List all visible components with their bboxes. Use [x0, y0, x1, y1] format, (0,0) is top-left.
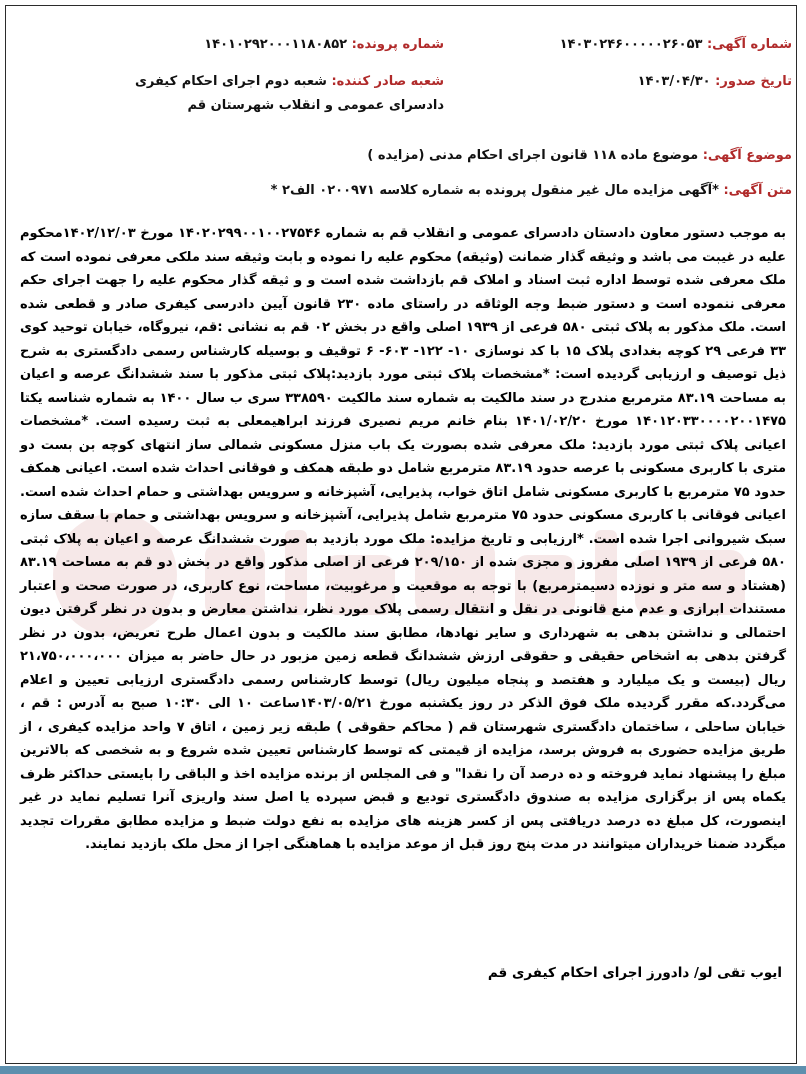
subject-row [367, 146, 792, 166]
notice-number-row [560, 35, 792, 55]
issue-date-row [638, 72, 792, 92]
notice-number: ۱۴۰۳۰۲۴۶۰۰۰۰۰۲۶۰۵۳ [559, 37, 703, 52]
case-number-label: شماره پرونده: [351, 37, 444, 52]
notice-body: به موجب دستور معاون دادستان دادسرای عمومی و انقلاب قم به شماره ۱۴۰۲۰۲۹۹۰۰۱۰۰۲۷۵۴۶ مورخ ۱۴۰۲/۱۲/۰۳محکوم علیه در غیبت می باشد و وثیقه گذار ضمانت (وثیقه) محکوم علیه را نموده و بابت وثیقه سند ملکی معرفی نموده است که ملک معرفی شده توسط اداره ثبت اسناد و املاک قم بازداشت شده است و و ثیقه گذار محکوم علیه را جهت اجرای حکم معرفی ننموده است و دستور ضبط وجه الوثاقه در راستای ماده ۲۳۰ قانون آیین دادرسی کیفری صادر و قطعی شده است. ملک مذکور به پلاک ثبتی ۵۸۰ فرعی از ۱۹۳۹ اصلی واقع در بخش ۰۲ قم به نشانی :قم، نیروگاه، خیابان توحید کوی ۳۳ فرعی ۲۹ کوچه بغدادی پلاک ۱۵ با کد نوسازی ۱۰- ۱۲۲- ۶۰۳- ۶ توقیف و بوسیله کارشناس رسمی دادگستری به شرح ذیل توصیف و ارزیابی گردیده است: *مشخصات پلاک ثبتی مورد بازدید:پلاک ثبتی مذکور با سند ششدانگ عرصه و اعیان به مساحت ۸۳.۱۹ مترمربع مندرج در سند مالکیت به شماره سند مالکیت ۳۳۸۵۹۰ سری ب سال ۱۴۰۰ به شماره شناسه یکتا ۱۴۰۱۲۰۳۳۰۰۰۰۲۰۰۱۴۷۵ مورخ ۱۴۰۱/۰۲/۲۰ بنام خانم مریم نصیری فرزند ابراهیمعلی به ثبت رسیده است. *مشخصات اعیانی پلاک ثبتی مورد بازدید: ملک معرفی شده بصورت یک باب منزل مسکونی شمالی ساز انتهای کوچه بن بست دو متری با کاربری مسکونی با عرصه حدود ۸۳.۱۹ مترمربع شامل دو طبقه همکف و فوقانی احداث شده است. اعیانی همکف حدود ۷۵ مترمربع با کاربری مسکونی شامل اتاق خواب، پذیرایی، آشپزخانه و سرویس بهداشتی و حمام احداث شده است. اعیانی فوقانی با کاربری مسکونی حدود ۷۵ مترمربع شامل پذیرایی، آشپزخانه و سرویس بهداشتی و حمام با سقف سازه سبک شیروانی اجرا شده است. *ارزیابی و تاریخ مزایده: ملک مورد بازدید به صورت ششدانگ عرصه و اعیان به پلاک ثبتی ۵۸۰ فرعی از ۱۹۳۹ اصلی مفروز و مجزی شده از ۲۰۹/۱۵۰ فرعی از اصلی مذکور واقع در بخش دو قم به مساحت ۸۳.۱۹ (هشتاد و سه متر و نوزده دسیمترمربع) با توجه به موقعیت و مرغوبیت، مساحت، نوع کاربری، در صورت صحت و اعتبار مستندات ابرازی و عدم منع قانونی در نقل و انتقال رسمی پلاک مورد نظر، نداشتن معارض و بدون در نظر گرفتن دیون احتمالی و نداشتن بدهی به شهرداری و سایر نهادها، مطابق سند مالکیت و بدون اعمال طرح تعریض، بدون در نظر گرفتن بدهی به اشخاص حقیقی و حقوقی ارزش ششدانگ قطعه زمین مزبور در حال حاضر به میزان ۲۱،۷۵۰،۰۰۰،۰۰۰ ریال (بیست و یک میلیارد و هفتصد و پنجاه میلیون ریال) توسط کارشناس رسمی دادگستری ارزیابی تعیین و اعلام می‌گردد.که مقرر گردیده ملک فوق الذکر در روز یکشنبه مورخ ۱۴۰۳/۰۵/۲۱ساعت ۱۰ الی ۱۰:۳۰ صبح به آدرس : قم ، خیابان ساحلی ، ساختمان دادگستری شهرستان قم ( محاکم حقوقی ) طبقه زیر زمین ، اتاق ۷ واحد مزایده کیفری ، از طریق مزایده حضوری به فروش برسد، مزایده از قیمتی که توسط کارشناس تعیین شده شروع و به شخصی که بالاترین مبلغ را پیشنهاد نماید فروخته و ده درصد آن را نقدا" و فی المجلس از برنده مزایده اخذ و الباقی را بایستی حداکثر ظرف یکماه پس از برگزاری مزایده به صندوق دادگستری توديع و قبض سپرده یا اصل سند واریزی آنرا تسلیم نماید در غیر اینصورت، کل مبلغ ده درصد دریافتی پس از کسر هزینه های مزایده به نفع دولت ضبط و مزایده مطابق مقررات تجدید میگردد ضمنا خریداران میتوانند در مدت پنج روز قبل از موعد مزایده با هماهنگی اجرا از محل ملک بازدید نمایند. [20, 226, 787, 852]
issue-date-label: تاریخ صدور: [715, 74, 792, 89]
notice-number-label: شماره آگهی: [706, 37, 792, 52]
notice-text-label: متن آگهی: [723, 183, 792, 198]
notice-title: *آگهی مزایده مال غیر منقول پرونده به شماره کلاسه ۰۲۰۰۹۷۱ الف۲ * [270, 183, 719, 198]
notice-title-row [271, 181, 792, 201]
issuer-row [94, 70, 444, 118]
subject-label: موضوع آگهی: [702, 148, 792, 163]
case-number-row [204, 35, 444, 55]
issuer-label: شعبه صادر کننده: [331, 74, 444, 89]
issue-date: ۱۴۰۳/۰۴/۳۰ [637, 74, 711, 89]
subject: موضوع ماده ۱۱۸ قانون اجرای احکام مدنی (مزایده ) [367, 148, 699, 163]
signature: ایوب تقی لو/ دادورز اجرای احکام کیفری قم [487, 965, 782, 981]
case-number: ۱۴۰۱۰۲۹۲۰۰۰۱۱۸۰۸۵۲ [204, 37, 348, 52]
issuer: شعبه دوم اجرای احکام کیفری دادسرای عمومی و انقلاب شهرستان قم [134, 74, 444, 113]
bottom-bar [0, 1066, 806, 1074]
